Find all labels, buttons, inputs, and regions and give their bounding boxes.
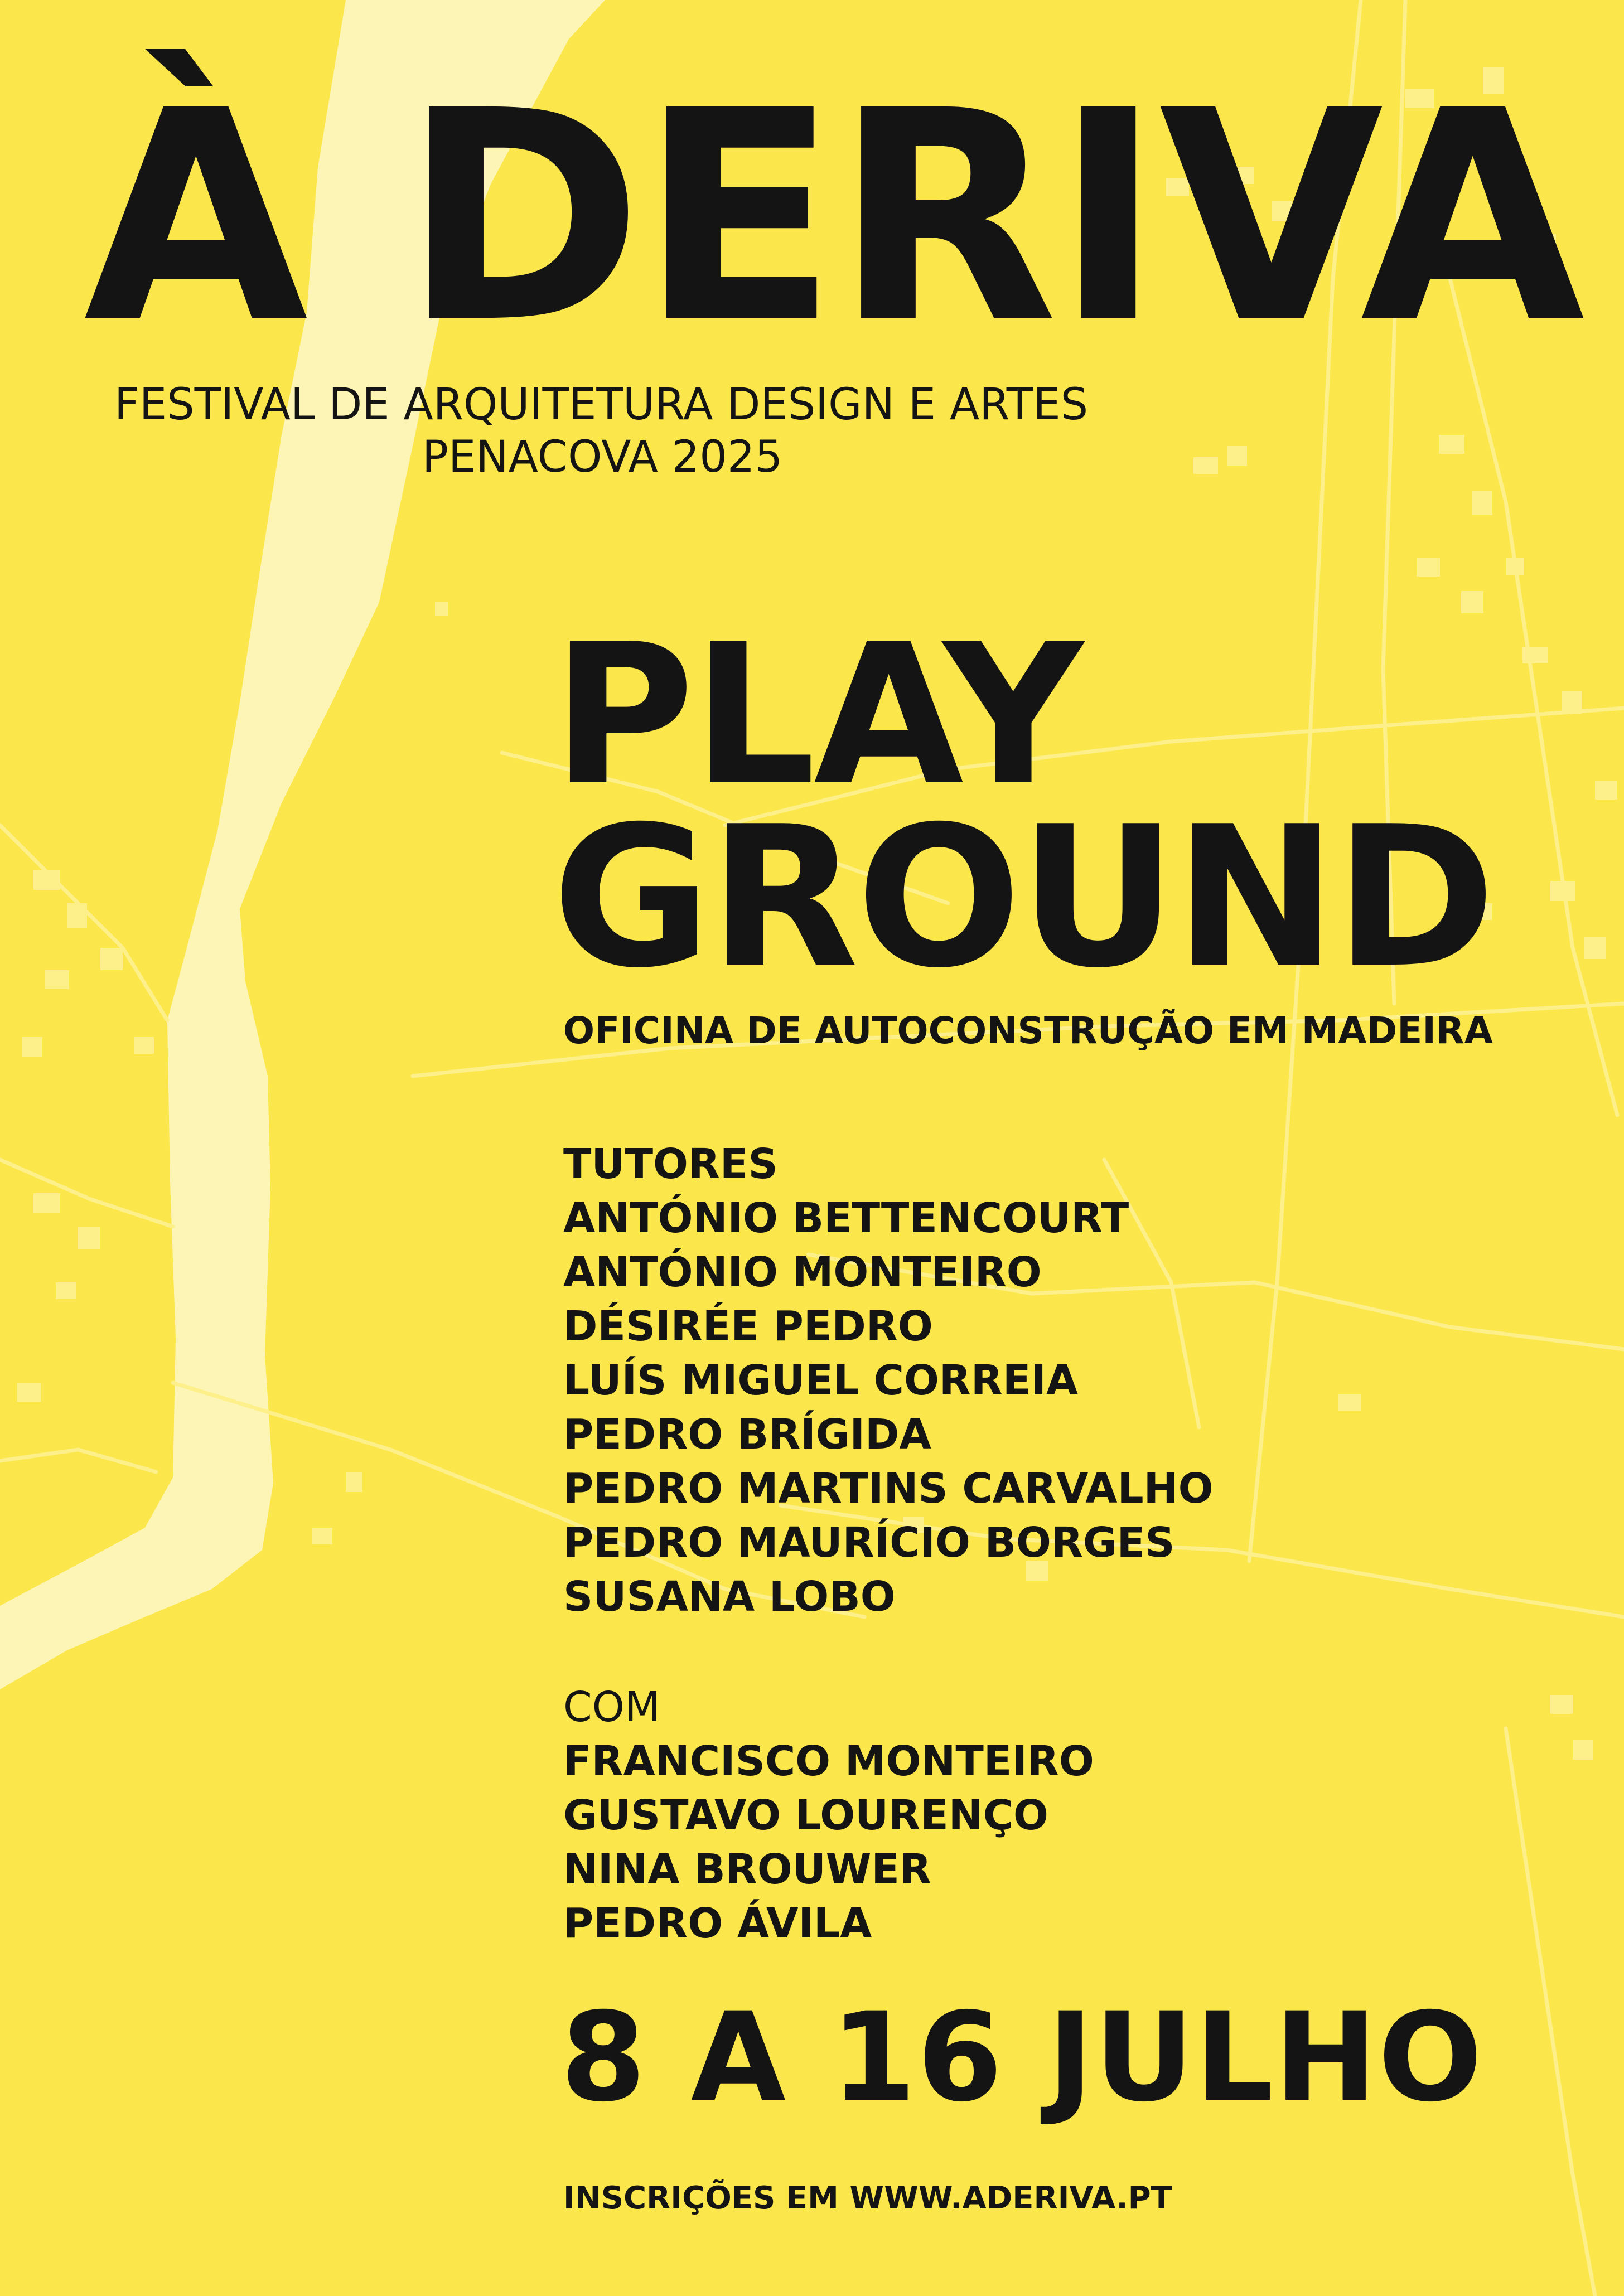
guests-heading: COM xyxy=(563,1683,660,1731)
registration-link[interactable]: INSCRIÇÕES EM WWW.ADERIVA.PT xyxy=(563,2180,1172,2216)
tutor-name: PEDRO MAURÍCIO BORGES xyxy=(563,1519,1175,1567)
guest-name: PEDRO ÁVILA xyxy=(563,1900,872,1948)
festival-subtitle xyxy=(114,379,1088,483)
tutor-name: ANTÓNIO BETTENCOURT xyxy=(563,1194,1129,1242)
guests-list xyxy=(563,1680,1094,1951)
tutor-name: ANTÓNIO MONTEIRO xyxy=(563,1248,1042,1296)
guest-name: FRANCISCO MONTEIRO xyxy=(563,1737,1094,1785)
guest-name: GUSTAVO LOURENÇO xyxy=(563,1791,1048,1839)
tutor-name: SUSANA LOBO xyxy=(563,1573,896,1621)
festival-title: À DERIVA xyxy=(84,49,1582,386)
festival-subtitle-line2: PENACOVA 2025 xyxy=(422,432,783,482)
tutor-name: PEDRO BRÍGIDA xyxy=(563,1411,931,1459)
tutors-heading: TUTORES xyxy=(563,1140,778,1188)
festival-subtitle-line1: FESTIVAL DE ARQUITETURA DESIGN E ARTES xyxy=(114,380,1089,430)
event-title-line2: GROUND xyxy=(552,785,1494,1011)
event-title-line1: PLAY xyxy=(552,603,1081,829)
tutor-name: LUÍS MIGUEL CORREIA xyxy=(563,1357,1079,1404)
tutor-name: DÉSIRÉE PEDRO xyxy=(563,1302,933,1350)
event-subtitle: OFICINA DE AUTOCONSTRUÇÃO EM MADEIRA xyxy=(563,1009,1493,1052)
event-dates: 8 A 16 JULHO xyxy=(560,1986,1484,2129)
tutor-name: PEDRO MARTINS CARVALHO xyxy=(563,1465,1214,1513)
event-title xyxy=(552,603,1494,1011)
guest-name: NINA BROUWER xyxy=(563,1845,931,1893)
tutors-list xyxy=(563,1137,1214,1624)
